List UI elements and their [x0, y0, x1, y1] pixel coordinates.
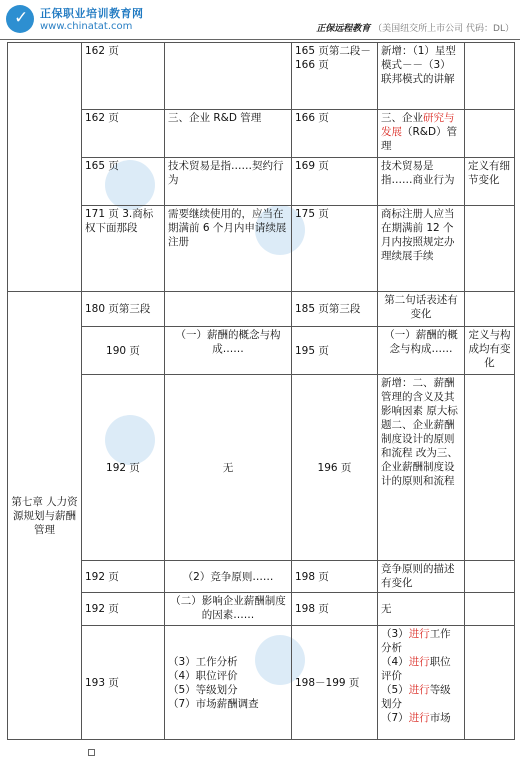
- text-segment: （3）: [381, 628, 409, 640]
- text-segment: 三、企业: [381, 112, 423, 124]
- note-cell: [465, 110, 515, 158]
- brand-url: www.chinatat.com: [40, 21, 133, 32]
- old-content-cell: 需要继续使用的，应当在期满前 6 个月内申请续展注册: [165, 206, 292, 292]
- old-content-cell: [165, 626, 292, 740]
- text-segment: （4）: [381, 656, 409, 668]
- old-content-cell: （2）竞争原则……: [165, 561, 292, 593]
- old-page-cell: 162 页: [82, 110, 165, 158]
- new-content-cell: 竞争原则的描述有变化: [378, 561, 465, 593]
- new-page-cell: 175 页: [292, 206, 378, 292]
- new-page-cell: 165 页第二段－166 页: [292, 43, 378, 110]
- old-page-cell: 171 页 3.商标权下面那段: [82, 206, 165, 292]
- header-company: （美国纽交所上市公司: [373, 24, 464, 34]
- brand-name: 正保职业培训教育网: [40, 7, 144, 20]
- new-page-cell: 198 页: [292, 593, 378, 626]
- table-row: [8, 158, 515, 206]
- old-content-cell: 三、企业 R&D 管理: [165, 110, 292, 158]
- highlighted-text: 研究与发展: [381, 112, 455, 138]
- old-page-cell: 192 页: [82, 561, 165, 593]
- new-page-cell: 195 页: [292, 327, 378, 375]
- old-content-cell: 技术贸易是指……契约行为: [165, 158, 292, 206]
- list-item: [381, 711, 461, 725]
- new-page-cell: 185 页第三段: [292, 292, 378, 327]
- table-row: [8, 327, 515, 375]
- table-row: [8, 206, 515, 292]
- old-page-cell: 192 页: [82, 375, 165, 561]
- note-cell: [465, 626, 515, 740]
- note-cell: [465, 206, 515, 292]
- table-row: [8, 593, 515, 626]
- new-content-cell: 新增：（1）星型模式－－（3）联邦模式的讲解: [378, 43, 465, 110]
- old-content-cell: （二）影响企业薪酬制度的因素……: [165, 593, 292, 626]
- highlighted-text: 进行: [408, 684, 430, 696]
- note-cell: 定义有细节变化: [465, 158, 515, 206]
- new-page-cell: 169 页: [292, 158, 378, 206]
- old-content-cell: [165, 43, 292, 110]
- highlighted-text: 进行: [408, 712, 430, 724]
- new-content-cell: 商标注册人应当在期满前 12 个月内按照规定办理续展手续: [378, 206, 465, 292]
- list-item: （3）工作分析: [168, 655, 238, 668]
- list-item: （5）等级划分: [168, 683, 238, 696]
- list-item: （7）市场薪酬调查: [168, 697, 259, 710]
- new-content-cell: 无: [378, 593, 465, 626]
- chapter-cell: 第七章 人力资源规划与薪酬管理: [8, 292, 82, 740]
- table-row: [8, 375, 515, 561]
- note-cell: [465, 375, 515, 561]
- table-row: [8, 110, 515, 158]
- list-item: [381, 683, 461, 711]
- new-page-cell: 196 页: [292, 375, 378, 561]
- header-brand: 正保远程教育: [316, 24, 371, 34]
- text-segment: （7）: [381, 712, 409, 724]
- header-divider: [0, 39, 520, 40]
- note-cell: 定义与构成均有变化: [465, 327, 515, 375]
- note-cell: [465, 561, 515, 593]
- text-segment: （5）: [381, 684, 409, 696]
- table-row: [8, 626, 515, 740]
- new-page-cell: 198 页: [292, 561, 378, 593]
- new-content-cell: 第二句话表述有变化: [378, 292, 465, 327]
- new-content-cell: [378, 626, 465, 740]
- table-row: [8, 561, 515, 593]
- list-item: [381, 655, 461, 683]
- new-content-cell: （一）薪酬的概念与构成……: [378, 327, 465, 375]
- new-content-cell: 技术贸易是指……商业行为: [378, 158, 465, 206]
- old-content-cell: 无: [165, 375, 292, 561]
- footer-marker: [88, 749, 95, 756]
- old-page-cell: 193 页: [82, 626, 165, 740]
- zhengbao-logo-icon: ✓: [6, 5, 40, 35]
- note-cell: [465, 43, 515, 110]
- header-code: 代码：DL）: [466, 24, 514, 34]
- text-segment: （R&D）管理: [381, 126, 458, 152]
- old-page-cell: 190 页: [82, 327, 165, 375]
- chapter-cell: [8, 43, 82, 292]
- table-row: [8, 292, 515, 327]
- table-row: [8, 43, 515, 110]
- header-company-info: [316, 21, 514, 34]
- new-page-cell: 198－199 页: [292, 626, 378, 740]
- highlighted-text: 进行: [408, 656, 430, 668]
- list-item: [381, 627, 461, 655]
- note-cell: [465, 292, 515, 327]
- old-page-cell: 192 页: [82, 593, 165, 626]
- text-segment: 市场: [429, 712, 451, 724]
- text-segment: 工作分析: [381, 628, 451, 654]
- text-segment: 等级划分: [381, 684, 451, 710]
- old-page-cell: 165 页: [82, 158, 165, 206]
- old-content-cell: [165, 292, 292, 327]
- new-content-cell: [378, 110, 465, 158]
- list-item: （4）职位评价: [168, 669, 238, 682]
- comparison-table: [7, 42, 515, 740]
- new-content-cell: 新增：二、薪酬管理的含义及其影响因素 原大标题二、企业薪酬制度设计的原则和流程 改为三、企业薪酬制度设计的原则和流程: [378, 375, 465, 561]
- highlighted-text: 进行: [408, 628, 430, 640]
- note-cell: [465, 593, 515, 626]
- page-header: [0, 0, 520, 40]
- old-page-cell: 162 页: [82, 43, 165, 110]
- old-content-cell: （一）薪酬的概念与构成……: [165, 327, 292, 375]
- text-segment: 职位评价: [381, 656, 451, 682]
- new-page-cell: 166 页: [292, 110, 378, 158]
- old-page-cell: 180 页第三段: [82, 292, 165, 327]
